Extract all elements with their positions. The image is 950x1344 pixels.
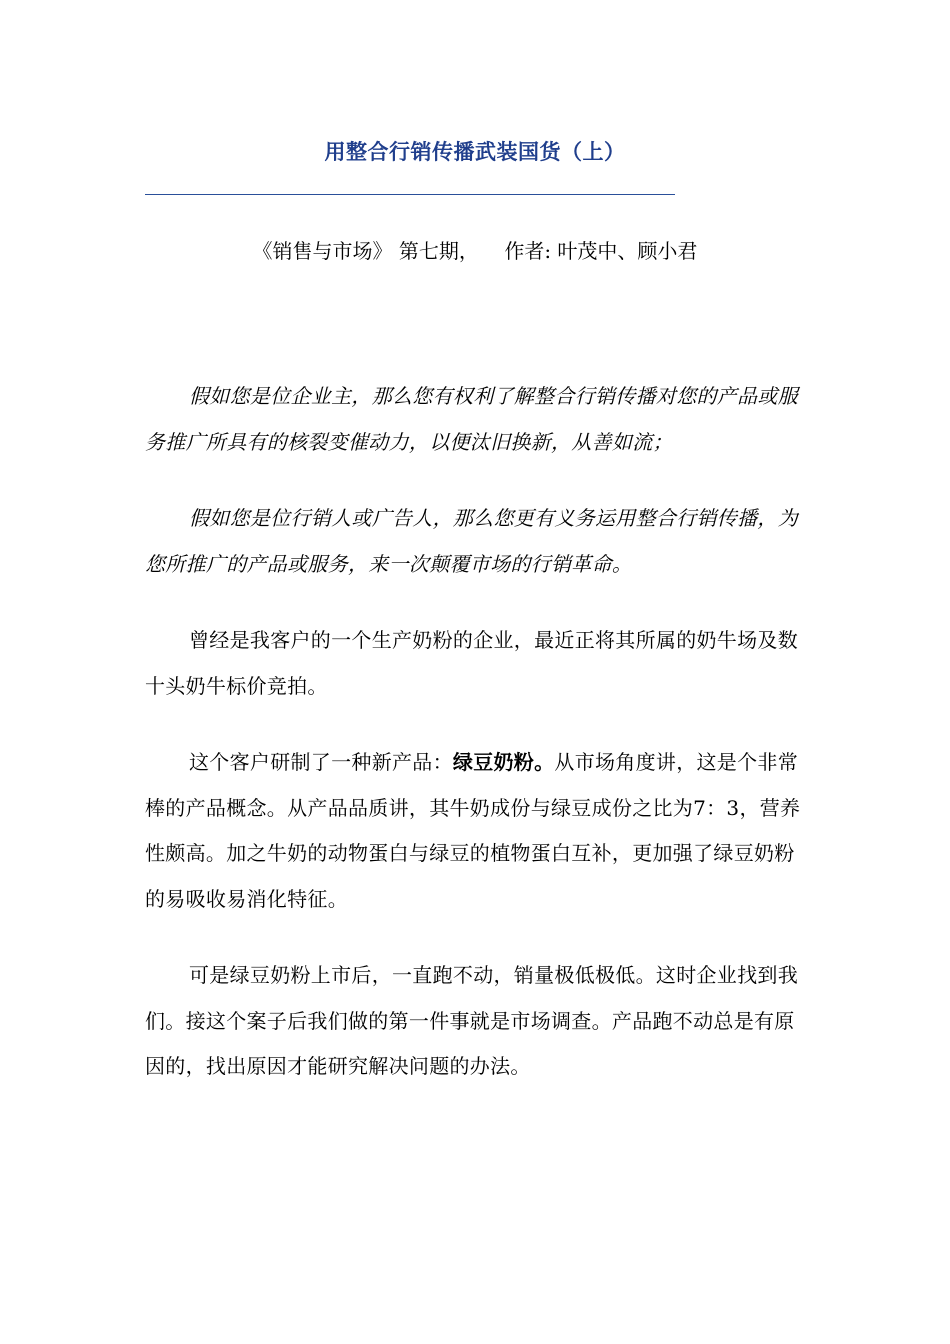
paragraph-market-research: 可是绿豆奶粉上市后，一直跑不动，销量极低极低。这时企业找到我们。接这个案子后我们做的第一件事就是市场调查。产品跑不动总是有原因的，找出原因才能研究解决问题的办法。	[145, 963, 798, 1078]
paragraph-new-product-lead: 这个客户研制了一种新产品：	[189, 750, 453, 774]
article-title: 用整合行销传播武装国货（上）	[324, 139, 626, 164]
product-name-highlight: 绿豆奶粉。	[452, 750, 555, 774]
article-byline: 《销售与市场》 第七期， 作者: 叶茂中、顾小君	[252, 239, 698, 263]
article-body	[145, 374, 810, 1121]
title-divider	[145, 194, 675, 195]
paragraph-client-history: 曾经是我客户的一个生产奶粉的企业，最近正将其所属的奶牛场及数十头奶牛标价竞拍。	[145, 628, 798, 698]
paragraph-new-product-rest: 从市场角度讲，这是个非常棒的产品概念。从产品品质讲，其牛奶成份与绿豆成份之比为7：3，营养性颇高。加之牛奶的动物蛋白与绿豆的植物蛋白互补，更加强了绿豆奶粉的易吸收易消化特征。	[145, 750, 801, 911]
paragraph-new-product	[145, 740, 810, 922]
paragraph-intro-marketer: 假如您是位行销人或广告人，那么您更有义务运用整合行销传播，为您所推广的产品或服务，来一次颠覆市场的行销革命。	[145, 506, 798, 576]
paragraph-intro-owner: 假如您是位企业主，那么您有权利了解整合行销传播对您的产品或服务推广所具有的核裂变催动力，以便汰旧换新，从善如流；	[145, 384, 798, 454]
